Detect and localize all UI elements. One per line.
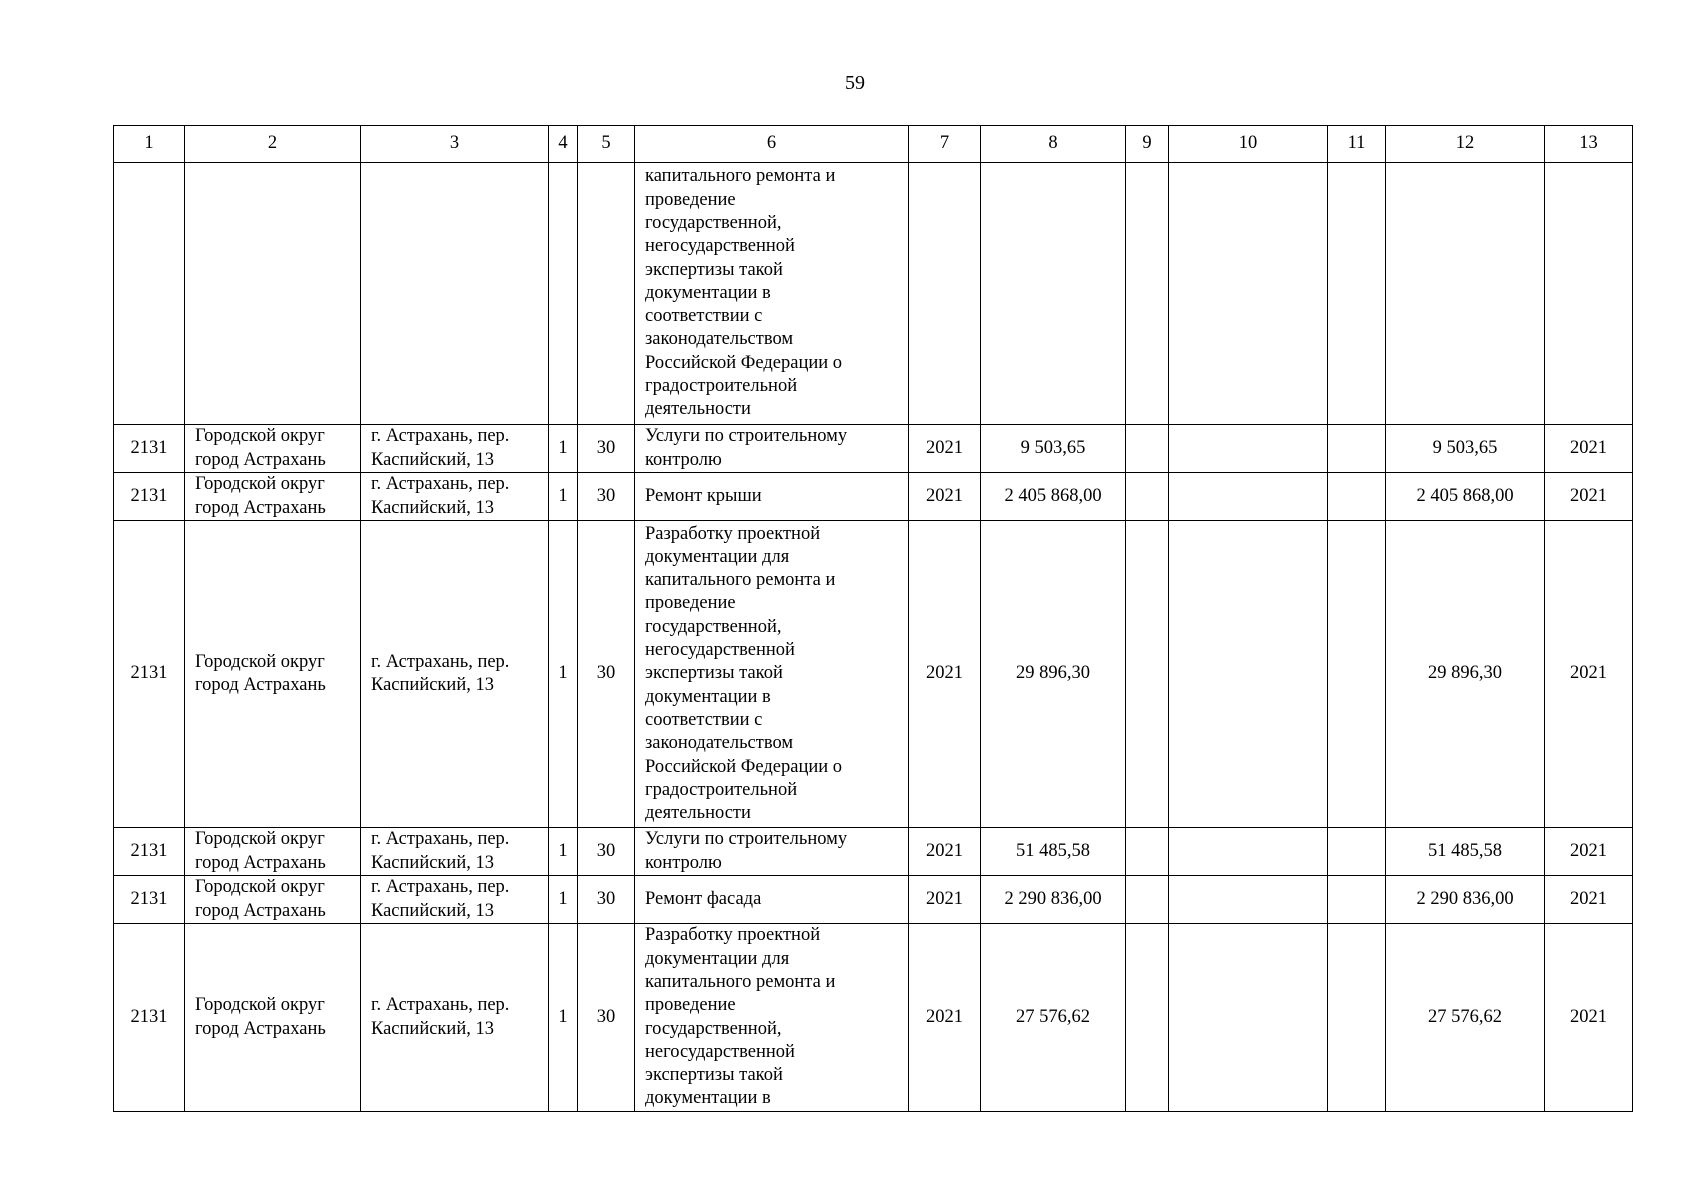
total-cost-cell bbox=[981, 163, 1126, 425]
address-line: г. Астрахань, пер. bbox=[371, 474, 510, 495]
row-number-cell: 2131 bbox=[114, 473, 185, 521]
table-header-row bbox=[114, 126, 1633, 163]
work-type-line: капитального ремонта и bbox=[645, 971, 836, 992]
municipality-line: Городской округ bbox=[195, 426, 325, 447]
work-type-cell bbox=[635, 163, 909, 425]
work-type-line: соответствии с bbox=[645, 709, 763, 730]
work-type-line: контролю bbox=[645, 852, 722, 873]
municipality-cell bbox=[185, 425, 361, 473]
work-type-line: государственной, bbox=[645, 616, 782, 637]
header-cell-10: 10 bbox=[1169, 126, 1328, 163]
work-type-line: Разработку проектной bbox=[645, 925, 821, 946]
column-10-cell bbox=[1169, 521, 1328, 828]
funding-amount-cell: 51 485,58 bbox=[1386, 828, 1545, 876]
funding-amount-cell bbox=[1386, 163, 1545, 425]
municipality-line: город Астрахань bbox=[195, 900, 326, 921]
completion-year-cell: 2021 bbox=[1545, 425, 1633, 473]
column-4-cell: 1 bbox=[549, 473, 578, 521]
total-cost-cell: 9 503,65 bbox=[981, 425, 1126, 473]
work-type-line: проведение bbox=[645, 995, 736, 1016]
column-5-cell: 30 bbox=[578, 473, 635, 521]
municipality-cell bbox=[185, 473, 361, 521]
column-4-cell: 1 bbox=[549, 425, 578, 473]
funding-amount-cell: 2 290 836,00 bbox=[1386, 876, 1545, 924]
completion-year-cell: 2021 bbox=[1545, 828, 1633, 876]
column-5-cell: 30 bbox=[578, 876, 635, 924]
column-5-cell: 30 bbox=[578, 521, 635, 828]
header-cell-5: 5 bbox=[578, 126, 635, 163]
municipality-line: Городской округ bbox=[195, 651, 325, 672]
work-type-line: экспертизы такой bbox=[645, 663, 783, 684]
table-row bbox=[114, 521, 1633, 828]
address-line: Каспийский, 13 bbox=[371, 449, 494, 470]
header-cell-8: 8 bbox=[981, 126, 1126, 163]
work-type-cell bbox=[635, 521, 909, 828]
work-type-line: документации для bbox=[645, 546, 790, 567]
header-cell-2: 2 bbox=[185, 126, 361, 163]
column-4-cell bbox=[549, 163, 578, 425]
work-type-line: экспертизы такой bbox=[645, 259, 783, 280]
address-line: Каспийский, 13 bbox=[371, 852, 494, 873]
address-cell bbox=[361, 828, 549, 876]
municipality-cell bbox=[185, 924, 361, 1112]
work-type-line: градостроительной bbox=[645, 376, 798, 397]
work-type-line: Разработку проектной bbox=[645, 523, 821, 544]
municipality-line: Городской округ bbox=[195, 829, 325, 850]
address-line: Каспийский, 13 bbox=[371, 1018, 494, 1039]
work-type-cell bbox=[635, 425, 909, 473]
work-type-cell bbox=[635, 876, 909, 924]
row-number-cell bbox=[114, 163, 185, 425]
work-type-cell bbox=[635, 924, 909, 1112]
column-11-cell bbox=[1328, 425, 1386, 473]
work-type-line: документации для bbox=[645, 948, 790, 969]
table-row bbox=[114, 473, 1633, 521]
address-cell bbox=[361, 425, 549, 473]
funding-amount-cell: 9 503,65 bbox=[1386, 425, 1545, 473]
work-type-line: Услуги по строительному bbox=[645, 426, 848, 447]
funding-amount-cell: 2 405 868,00 bbox=[1386, 473, 1545, 521]
column-10-cell bbox=[1169, 473, 1328, 521]
table-row bbox=[114, 876, 1633, 924]
work-type-line: Ремонт фасада bbox=[645, 888, 762, 909]
address-cell bbox=[361, 924, 549, 1112]
table-row bbox=[114, 924, 1633, 1112]
work-type-line: государственной, bbox=[645, 212, 782, 233]
header-cell-6: 6 bbox=[635, 126, 909, 163]
table-body bbox=[114, 126, 1633, 1112]
work-type-line: соответствии с bbox=[645, 306, 763, 327]
row-number-cell: 2131 bbox=[114, 924, 185, 1112]
work-type-line: проведение bbox=[645, 593, 736, 614]
work-type-line: экспертизы такой bbox=[645, 1065, 783, 1086]
total-cost-cell: 27 576,62 bbox=[981, 924, 1126, 1112]
address-cell bbox=[361, 876, 549, 924]
address-line: Каспийский, 13 bbox=[371, 497, 494, 518]
year-cell: 2021 bbox=[909, 425, 981, 473]
work-type-line: Ремонт крыши bbox=[645, 485, 762, 506]
funding-amount-cell: 27 576,62 bbox=[1386, 924, 1545, 1112]
address-line: г. Астрахань, пер. bbox=[371, 829, 510, 850]
completion-year-cell: 2021 bbox=[1545, 876, 1633, 924]
completion-year-cell bbox=[1545, 163, 1633, 425]
work-type-line: негосударственной bbox=[645, 236, 795, 257]
year-cell: 2021 bbox=[909, 876, 981, 924]
work-type-line: негосударственной bbox=[645, 1041, 795, 1062]
work-type-line: документации в bbox=[645, 282, 771, 303]
column-9-cell bbox=[1126, 473, 1169, 521]
column-4-cell: 1 bbox=[549, 924, 578, 1112]
column-4-cell: 1 bbox=[549, 828, 578, 876]
work-type-line: государственной, bbox=[645, 1018, 782, 1039]
municipality-cell bbox=[185, 163, 361, 425]
address-line: г. Астрахань, пер. bbox=[371, 877, 510, 898]
table-row bbox=[114, 163, 1633, 425]
row-number-cell: 2131 bbox=[114, 521, 185, 828]
column-9-cell bbox=[1126, 521, 1169, 828]
work-type-line: капитального ремонта и bbox=[645, 166, 836, 187]
year-cell: 2021 bbox=[909, 828, 981, 876]
work-type-line: Российской Федерации о bbox=[645, 756, 843, 777]
header-cell-7: 7 bbox=[909, 126, 981, 163]
address-line: г. Астрахань, пер. bbox=[371, 995, 510, 1016]
work-type-line: деятельности bbox=[645, 399, 751, 420]
column-10-cell bbox=[1169, 828, 1328, 876]
column-11-cell bbox=[1328, 876, 1386, 924]
data-table bbox=[113, 125, 1633, 1112]
column-4-cell: 1 bbox=[549, 876, 578, 924]
column-11-cell bbox=[1328, 828, 1386, 876]
column-10-cell bbox=[1169, 163, 1328, 425]
address-line: Каспийский, 13 bbox=[371, 900, 494, 921]
column-9-cell bbox=[1126, 828, 1169, 876]
work-type-cell bbox=[635, 828, 909, 876]
column-9-cell bbox=[1126, 163, 1169, 425]
municipality-line: Городской округ bbox=[195, 995, 325, 1016]
column-5-cell: 30 bbox=[578, 425, 635, 473]
work-type-line: Российской Федерации о bbox=[645, 352, 843, 373]
completion-year-cell: 2021 bbox=[1545, 521, 1633, 828]
municipality-line: город Астрахань bbox=[195, 1018, 326, 1039]
address-cell bbox=[361, 521, 549, 828]
work-type-line: контролю bbox=[645, 449, 722, 470]
municipality-line: город Астрахань bbox=[195, 497, 326, 518]
column-10-cell bbox=[1169, 425, 1328, 473]
total-cost-cell: 29 896,30 bbox=[981, 521, 1126, 828]
work-type-line: законодательством bbox=[645, 329, 794, 350]
work-type-line: документации в bbox=[645, 686, 771, 707]
municipality-cell bbox=[185, 876, 361, 924]
column-11-cell bbox=[1328, 473, 1386, 521]
header-cell-12: 12 bbox=[1386, 126, 1545, 163]
work-type-line: капитального ремонта и bbox=[645, 570, 836, 591]
header-cell-9: 9 bbox=[1126, 126, 1169, 163]
column-4-cell: 1 bbox=[549, 521, 578, 828]
work-type-line: проведение bbox=[645, 189, 736, 210]
column-9-cell bbox=[1126, 425, 1169, 473]
column-5-cell: 30 bbox=[578, 924, 635, 1112]
work-type-line: негосударственной bbox=[645, 640, 795, 661]
address-line: Каспийский, 13 bbox=[371, 675, 494, 695]
work-type-line: документации в bbox=[645, 1088, 771, 1109]
work-type-cell bbox=[635, 473, 909, 521]
header-cell-11: 11 bbox=[1328, 126, 1386, 163]
column-9-cell bbox=[1126, 924, 1169, 1112]
municipality-line: город Астрахань bbox=[195, 852, 326, 873]
row-number-cell: 2131 bbox=[114, 828, 185, 876]
table-row bbox=[114, 425, 1633, 473]
municipality-line: Городской округ bbox=[195, 877, 325, 898]
year-cell: 2021 bbox=[909, 473, 981, 521]
completion-year-cell: 2021 bbox=[1545, 924, 1633, 1112]
column-11-cell bbox=[1328, 924, 1386, 1112]
work-type-line: градостроительной bbox=[645, 779, 798, 800]
work-type-line: Услуги по строительному bbox=[645, 829, 848, 850]
municipality-line: город Астрахань bbox=[195, 675, 326, 695]
address-line: г. Астрахань, пер. bbox=[371, 651, 510, 672]
work-type-line: законодательством bbox=[645, 733, 794, 754]
completion-year-cell: 2021 bbox=[1545, 473, 1633, 521]
year-cell: 2021 bbox=[909, 521, 981, 828]
row-number-cell: 2131 bbox=[114, 425, 185, 473]
year-cell: 2021 bbox=[909, 924, 981, 1112]
municipality-line: город Астрахань bbox=[195, 449, 326, 470]
table-row bbox=[114, 828, 1633, 876]
data-table-container bbox=[113, 125, 1632, 1112]
work-type-line: деятельности bbox=[645, 803, 751, 824]
column-9-cell bbox=[1126, 876, 1169, 924]
address-line: г. Астрахань, пер. bbox=[371, 426, 510, 447]
column-5-cell bbox=[578, 163, 635, 425]
year-cell bbox=[909, 163, 981, 425]
header-cell-3: 3 bbox=[361, 126, 549, 163]
column-10-cell bbox=[1169, 924, 1328, 1112]
municipality-cell bbox=[185, 828, 361, 876]
total-cost-cell: 2 290 836,00 bbox=[981, 876, 1126, 924]
column-5-cell: 30 bbox=[578, 828, 635, 876]
header-cell-1: 1 bbox=[114, 126, 185, 163]
total-cost-cell: 2 405 868,00 bbox=[981, 473, 1126, 521]
municipality-cell bbox=[185, 521, 361, 828]
total-cost-cell: 51 485,58 bbox=[981, 828, 1126, 876]
column-10-cell bbox=[1169, 876, 1328, 924]
column-11-cell bbox=[1328, 521, 1386, 828]
page-number: 59 bbox=[845, 72, 865, 94]
address-cell bbox=[361, 473, 549, 521]
column-11-cell bbox=[1328, 163, 1386, 425]
municipality-line: Городской округ bbox=[195, 474, 325, 495]
funding-amount-cell: 29 896,30 bbox=[1386, 521, 1545, 828]
address-cell bbox=[361, 163, 549, 425]
header-cell-4: 4 bbox=[549, 126, 578, 163]
row-number-cell: 2131 bbox=[114, 876, 185, 924]
header-cell-13: 13 bbox=[1545, 126, 1633, 163]
